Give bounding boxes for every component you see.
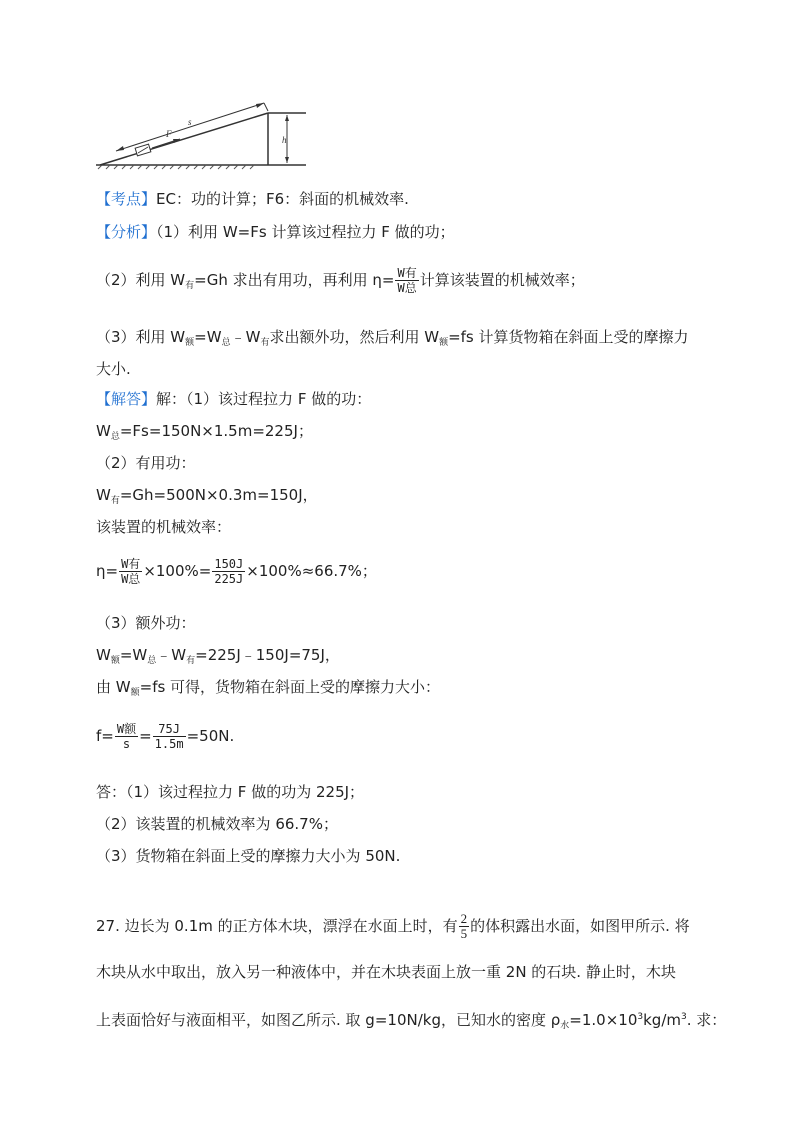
text-seg: =Gh 求出有用功，再利用 η= [194, 271, 395, 289]
frac-den: 5 [460, 926, 468, 941]
text-seg: ×100%≈66.7%； [246, 562, 377, 580]
subscript: 有 [186, 656, 196, 666]
eta-fraction-1 [119, 557, 142, 586]
text-seg: 27. 边长为 0.1m 的正方体木块，漂浮在水面上时，有 [96, 917, 458, 935]
frac-den: 225J [214, 572, 244, 586]
text-seg: =fs 计算货物箱在斜面上受的摩擦力 [448, 328, 689, 346]
text-seg: η= [96, 562, 119, 580]
text-seg: W [96, 486, 111, 504]
fenxi-line-2 [96, 262, 585, 304]
step2-line: （2）有用功： [96, 454, 196, 472]
subscript: 总 [110, 432, 120, 442]
subscript: 有 [110, 496, 120, 506]
text-seg: 的体积露出水面，如图甲所示. 将 [470, 917, 690, 935]
text-seg: =50N. [186, 727, 235, 745]
fenxi-line-1 [96, 222, 455, 242]
subscript: 额 [185, 338, 195, 348]
w-use-line [96, 485, 318, 511]
subscript: 额 [439, 338, 449, 348]
subscript: 额 [110, 656, 120, 666]
f-fraction-2 [153, 722, 186, 751]
kaodian-text: EC：功的计算；F6：斜面的机械效率. [156, 190, 409, 208]
text-seg: =W [119, 646, 148, 664]
f-line [96, 718, 234, 754]
subscript: 总 [147, 656, 157, 666]
label-h: h [282, 135, 287, 145]
jieda-line-1 [96, 389, 371, 409]
superscript: 3 [637, 1012, 644, 1022]
text-seg: =1.0×10 [569, 1011, 638, 1029]
text-seg: W [96, 646, 111, 664]
text-seg: = [139, 727, 152, 745]
text-seg: ﹣W [230, 328, 261, 346]
answer-line-2: （2）该装置的机械效率为 66.7%； [96, 815, 338, 833]
text-seg: （3）利用 W [96, 328, 186, 346]
subscript: 有 [260, 338, 270, 348]
text-seg: ×100%= [143, 562, 212, 580]
text-seg: =225J﹣150J=75J， [195, 646, 340, 664]
kaodian-tag: 【考点】 [96, 190, 157, 208]
subscript: 额 [130, 688, 140, 698]
frac-den: s [115, 736, 138, 751]
w-total-line [96, 421, 313, 447]
fenxi-tag: 【分析】 [96, 223, 157, 241]
text-seg: f= [96, 727, 114, 745]
subscript: 有 [185, 281, 195, 291]
text-seg: W [96, 422, 111, 440]
frac-num: W有 [121, 557, 141, 571]
f-fraction-1 [115, 722, 138, 751]
answer-line-1: 答：（1）该过程拉力 F 做的功为 225J； [96, 783, 365, 801]
jieda-tag: 【解答】 [96, 390, 157, 408]
text-seg: 由 W [96, 678, 131, 696]
text-seg: 求出额外功，然后利用 W [269, 328, 440, 346]
fenxi-text-1: （1）利用 W=Fs 计算该过程拉力 F 做的功； [156, 223, 455, 241]
problem27-line-1 [96, 908, 690, 944]
subscript: 总 [221, 338, 231, 348]
w-extra-line [96, 645, 340, 671]
fenxi-line-4: 大小. [96, 360, 131, 378]
text-seg: =Gh=500N×0.3m=150J， [119, 486, 318, 504]
answer-line-3: （3）货物箱在斜面上受的摩擦力大小为 50N. [96, 847, 401, 865]
text-seg: （2）利用 W [96, 271, 186, 289]
text-seg: 上表面恰好与液面相平，如图乙所示. 取 g=10N/kg，已知水的密度 ρ [96, 1011, 561, 1029]
jieda-intro: 解：（1）该过程拉力 F 做的功： [156, 390, 372, 408]
step3-line: （3）额外功： [96, 614, 196, 632]
text-seg: =fs 可得，货物箱在斜面上受的摩擦力大小： [139, 678, 441, 696]
text-seg: . 求： [686, 1011, 727, 1029]
text-seg: 计算该装置的机械效率； [419, 271, 585, 289]
two-fifths-fraction [459, 912, 470, 941]
from-line [96, 677, 440, 703]
eta-line [96, 553, 377, 589]
eta-fraction-2 [212, 557, 245, 586]
eff-label-line: 该装置的机械效率： [96, 518, 232, 536]
frac-num: W有 [397, 266, 417, 280]
text-seg: ﹣W [156, 646, 187, 664]
text-seg: kg/m [643, 1011, 681, 1029]
frac-num: 150J [214, 557, 244, 571]
label-F: F [166, 129, 172, 139]
incline-figure [96, 95, 311, 170]
text-seg: =W [194, 328, 222, 346]
frac-den: W总 [121, 572, 141, 586]
efficiency-fraction [395, 266, 418, 295]
label-s: s [188, 117, 192, 127]
frac-den: 1.5m [154, 737, 184, 751]
subscript: 水 [560, 1021, 570, 1031]
superscript: 3 [680, 1012, 687, 1022]
fenxi-line-3 [96, 327, 689, 353]
frac-num: 2 [460, 911, 468, 926]
frac-den: W总 [397, 281, 417, 295]
frac-num: W额 [116, 722, 137, 736]
problem27-line-2: 木块从水中取出，放入另一种液体中，并在木块表面上放一重 2N 的石块. 静止时，木块 [96, 963, 676, 981]
text-seg: =Fs=150N×1.5m=225J； [119, 422, 313, 440]
frac-num: 75J [158, 722, 180, 736]
problem27-line-3 [96, 1007, 726, 1036]
kaodian-line [96, 189, 409, 209]
